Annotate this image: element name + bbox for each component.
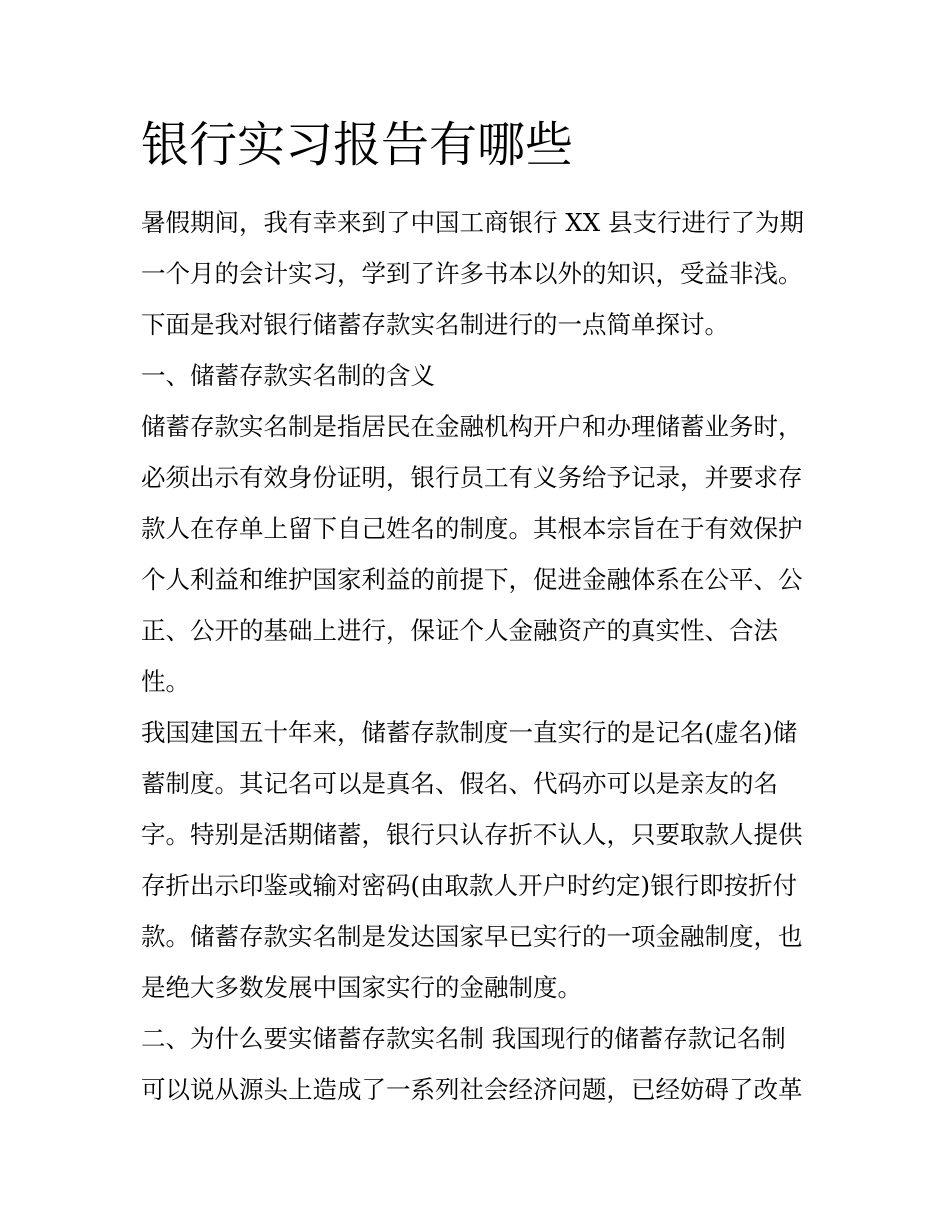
text-line: 储蓄存款实名制是指居民在金融机构开户和办理储蓄业务时， (141, 412, 803, 441)
text-line: 一个月的会计实习，学到了许多书本以外的知识，受益非浅。 (141, 259, 803, 288)
text-line: 字。特别是活期储蓄，银行只认存折不认人，只要取款人提供 (141, 820, 803, 849)
text-line: 暑假期间，我有幸来到了中国工商银行 XX 县支行进行了为期 (141, 208, 804, 237)
section-heading: 二、为什么要实储蓄存款实名制 我国现行的储蓄存款记名制 (141, 1024, 786, 1053)
text-line: 个人利益和维护国家利益的前提下，促进金融体系在公平、公 (141, 565, 803, 594)
document-body (141, 197, 821, 1115)
text-line: 是绝大多数发展中国家实行的金融制度。 (141, 973, 582, 1002)
text-line: 存折出示印鉴或输对密码(由取款人开户时约定)银行即按折付 (141, 871, 798, 900)
text-line: 我国建国五十年来，储蓄存款制度一直实行的是记名(虚名)储 (141, 718, 798, 747)
text-line: 必须出示有效身份证明，银行员工有义务给予记录，并要求存 (141, 463, 803, 492)
text-line: 款。储蓄存款实名制是发达国家早已实行的一项金融制度，也 (141, 922, 803, 951)
text-line: 正、公开的基础上进行，保证个人金融资产的真实性、合法 (141, 616, 778, 645)
text-line: 蓄制度。其记名可以是真名、假名、代码亦可以是亲友的名 (141, 769, 778, 798)
text-line: 款人在存单上留下自己姓名的制度。其根本宗旨在于有效保护 (141, 514, 803, 543)
section-heading: 一、储蓄存款实名制的含义 (141, 361, 435, 390)
document-title: 银行实习报告有哪些 (141, 117, 574, 173)
text-line: 性。 (141, 667, 190, 696)
text-line: 可以说从源头上造成了一系列社会经济问题，已经妨碍了改革 (141, 1075, 803, 1104)
text-line: 下面是我对银行储蓄存款实名制进行的一点简单探讨。 (141, 310, 729, 339)
